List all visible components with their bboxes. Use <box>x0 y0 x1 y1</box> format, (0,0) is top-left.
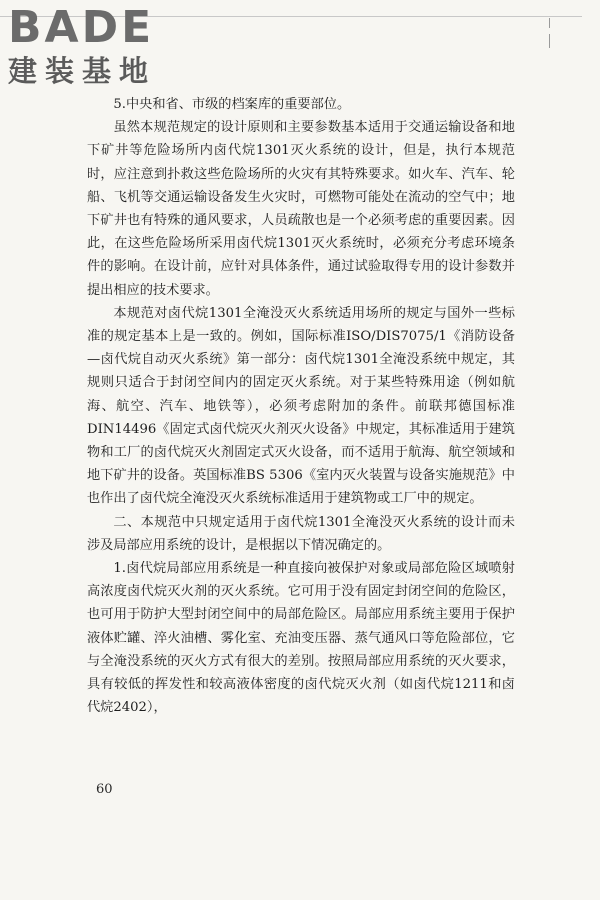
section-two-heading: 二、本规范中只规定适用于卤代烷1301全淹没灭火系统的设计而未涉及局部应用系统的设计，是根据以下情况确定的。 <box>87 514 515 553</box>
scan-edge-mark <box>549 34 550 48</box>
logo-subtitle: 建装基地 <box>8 54 157 88</box>
page-number: 60 <box>96 782 113 797</box>
item-5: 5.中央和省、市级的档案库的重要部位。 <box>113 97 351 112</box>
paragraph: 虽然本规范规定的设计原则和主要参数基本适用于交通运输设备和地下矿井等危险场所内卤代烷1301灭火系统的设计，但是，执行本规范时，应注意到扑救这些危险场所的火灾有其特殊要求。如火车、汽车、轮船、飞机等交通运输设备发生火灾时，可燃物可能处在流动的空气中；地下矿井也有特殊的通风要求，人员疏散也是一个必须考虑的重要因素。因此，在这些危险场所采用卤代烷1301灭火系统时，必须充分考虑环境条件的影响。在设计前，应针对具体条件，通过试验取得专用的设计参数并提出相应的技术要求。 <box>87 120 515 298</box>
logo <box>8 4 178 96</box>
paragraph: 1.卤代烷局部应用系统是一种直接向被保护对象或局部危险区域喷射高浓度卤代烷灭火剂的灭火系统。它可用于没有固定封闭空间的危险区，也可用于防护大型封闭空间中的局部危险区。局部应用系统主要用于保护液体贮罐、淬火油槽、雾化室、充油变压器、蒸气通风口等危险部位，它与全淹没系统的灭火方式有很大的差别。按照局部应用系统的灭火要求，具有较低的挥发性和较高液体密度的卤代烷灭火剂（如卤代烷1211和卤代烷2402）， <box>87 561 515 716</box>
scan-edge-mark <box>549 18 550 28</box>
logo-wordmark: BADE <box>8 2 155 53</box>
document-body <box>87 93 515 719</box>
paragraph: 本规范对卤代烷1301全淹没灭火系统适用场所的规定与国外一些标准的规定基本上是一致的。例如，国际标准ISO/DIS7075/1《消防设备—卤代烷自动灭火系统》第一部分：卤代烷1301全淹没系统中规定，其规则只适合于封闭空间内的固定灭火系统。对于某些特殊用途（例如航海、航空、汽车、地铁等），必须考虑附加的条件。前联邦德国标准DIN14496《固定式卤代烷灭火剂灭火设备》中规定，其标准适用于建筑物和工厂的卤代烷灭火剂固定式灭火设备，而不适用于航海、航空领域和地下矿井的设备。英国标准BS 5306《室内灭火装置与设备实施规范》中也作出了卤代烷全淹没灭火系统标准适用于建筑物或工厂中的规定。 <box>87 305 515 507</box>
